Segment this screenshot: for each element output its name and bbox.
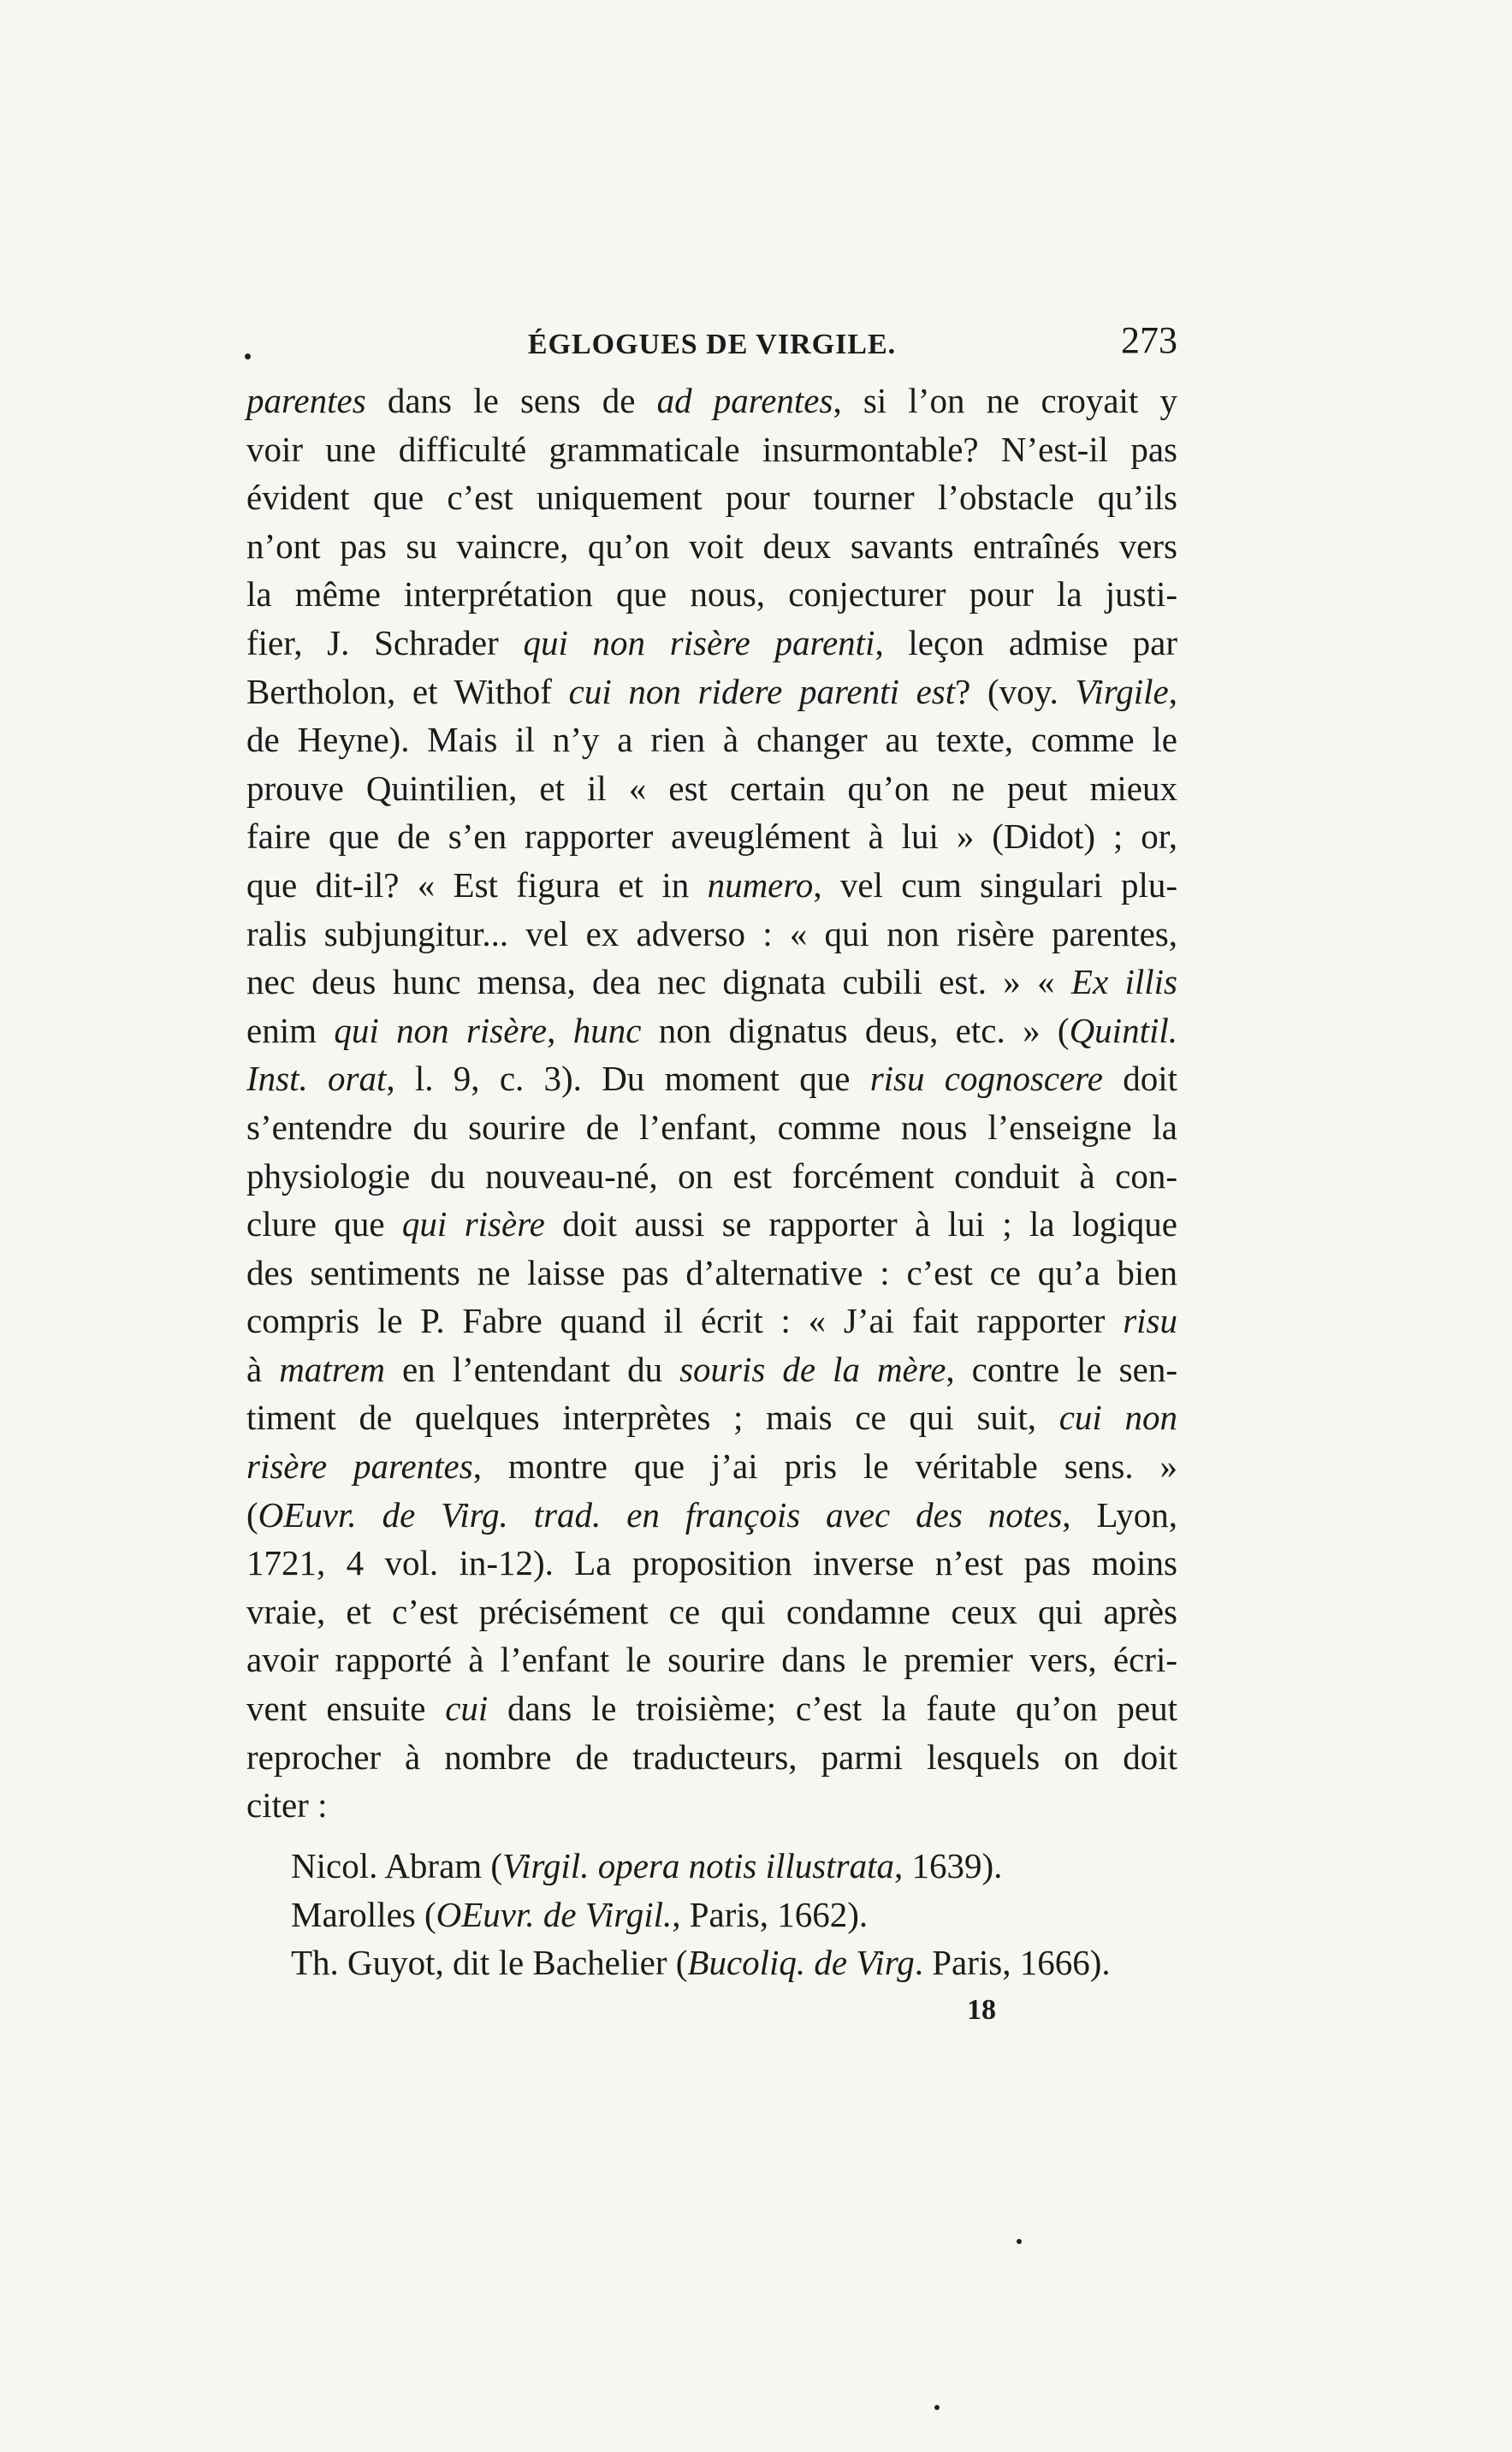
- text-run: , montre que j’ai pris le véritable sens. »: [472, 1446, 1177, 1487]
- text-line: [246, 1491, 1177, 1540]
- text-run: ,: [547, 1010, 573, 1050]
- scan-speck: [245, 353, 251, 359]
- text-run: prouve Quintilien, et il « est certain qu’on ne peut mieux: [246, 768, 1177, 808]
- text-line: [246, 377, 1177, 425]
- text-run: en l’entendant du: [384, 1349, 680, 1389]
- italic-text: cui: [445, 1689, 489, 1729]
- text-line: [246, 1152, 1177, 1201]
- text-line: [246, 1442, 1177, 1491]
- text-line: [246, 473, 1177, 522]
- text-run: des sentiments ne laisse pas d’alternative : c’est ce qu’a bien: [246, 1252, 1177, 1292]
- text-line: [246, 522, 1177, 571]
- italic-text: ad parentes: [656, 381, 833, 420]
- text-run: la même interprétation que nous, conjecturer pour la justi-: [246, 574, 1177, 614]
- text-run: ? (voy.: [955, 671, 1076, 711]
- text-run: doit: [1102, 1059, 1177, 1099]
- text-run: à: [246, 1349, 280, 1389]
- italic-text: qui non risère: [334, 1010, 548, 1050]
- text-run: évident que c’est uniquement pour tourner l’obstacle qu’ils: [246, 478, 1177, 518]
- text-line: [246, 1249, 1177, 1297]
- text-run: Bertholon, et Withof: [246, 671, 569, 711]
- italic-text: OEuvr. de Virgil.: [436, 1894, 673, 1934]
- text-line: [246, 1539, 1177, 1588]
- text-line: [246, 1393, 1177, 1442]
- text-run: ralis subjungitur... vel ex adverso : « qui non risère parentes,: [246, 913, 1177, 953]
- text-line: [246, 668, 1177, 716]
- text-run: ,: [1168, 671, 1177, 711]
- italic-text: cui non ridere parenti est: [568, 671, 956, 711]
- italic-text: risu: [1123, 1301, 1177, 1341]
- text-line: [246, 1733, 1177, 1782]
- scan-speck: [1017, 2239, 1022, 2244]
- italic-text: Virgile: [1075, 671, 1169, 711]
- text-run: timent de quelques interprètes ; mais ce qui suit,: [246, 1398, 1059, 1438]
- text-run: doit aussi se rapporter à lui ; la logique: [544, 1204, 1177, 1244]
- text-run: , 1639).: [893, 1846, 1003, 1885]
- text-run: enim: [246, 1010, 335, 1050]
- italic-text: Ex illis: [1070, 962, 1178, 1002]
- italic-text: qui risère: [401, 1204, 545, 1244]
- text-run: voir une difficulté grammaticale insurmontable? N’est-il pas: [246, 429, 1177, 469]
- text-run: , Lyon,: [1062, 1494, 1177, 1535]
- reference-list: [291, 1842, 1177, 1987]
- text-line: [246, 764, 1177, 813]
- text-run: nec deus hunc mensa, dea nec dignata cubili est. » «: [246, 962, 1071, 1002]
- text-run: vent ensuite: [246, 1689, 446, 1729]
- italic-text: risu cognoscere: [869, 1059, 1103, 1099]
- running-title: ÉGLOGUES DE VIRGILE.: [527, 329, 897, 360]
- italic-text: cui non: [1058, 1398, 1177, 1438]
- text-run: 1721, 4 vol. in-12). La proposition inverse n’est pas moins: [246, 1543, 1177, 1583]
- body-paragraph: [246, 377, 1177, 1830]
- text-line: [246, 1006, 1177, 1055]
- italic-text: numero: [707, 864, 814, 905]
- text-run: , Paris, 1662).: [672, 1894, 869, 1934]
- text-line: [246, 1636, 1177, 1684]
- text-line: [246, 1588, 1177, 1636]
- text-line: [246, 1103, 1177, 1152]
- italic-text: matrem: [279, 1349, 385, 1389]
- text-line: [246, 1684, 1177, 1733]
- text-run: (: [246, 1494, 258, 1535]
- text-line: [246, 812, 1177, 861]
- text-run: n’ont pas su vaincre, qu’on voit deux savants entraînés vers: [246, 525, 1177, 566]
- italic-text: qui non risère parenti: [523, 622, 875, 662]
- text-run: Nicol. Abram (: [291, 1846, 503, 1885]
- text-run: . Paris, 1666).: [914, 1943, 1111, 1983]
- reference-item: [291, 1842, 1177, 1891]
- text-run: compris le P. Fabre quand il écrit : « J’ai fait rapporter: [246, 1301, 1124, 1341]
- text-run: citer :: [246, 1785, 328, 1826]
- text-line: [246, 570, 1177, 619]
- scan-speck: [934, 2405, 940, 2410]
- text-run: s’entendre du sourire de l’enfant, comme nous l’enseigne la: [246, 1107, 1177, 1147]
- italic-text: risère parentes: [246, 1446, 473, 1487]
- text-run: , vel cum singulari plu-: [813, 864, 1178, 905]
- italic-text: souris de la mère: [679, 1349, 946, 1389]
- signature-mark: 18: [967, 1994, 996, 2026]
- italic-text: Virgil. opera notis illustrata: [502, 1846, 894, 1885]
- text-line: [246, 425, 1177, 474]
- reference-item: [291, 1891, 1177, 1939]
- italic-text: Inst. orat: [246, 1059, 387, 1099]
- text-line: [246, 958, 1177, 1006]
- text-run: , leçon admise par: [875, 622, 1177, 662]
- text-run: dans le sens de: [365, 381, 657, 420]
- running-header: [246, 318, 1177, 370]
- text-run: physiologie du nouveau-né, on est forcément conduit à con-: [246, 1155, 1177, 1196]
- text-line: [246, 1200, 1177, 1249]
- text-run: dans le troisième; c’est la faute qu’on peut: [488, 1689, 1177, 1729]
- text-run: fier, J. Schrader: [246, 622, 524, 662]
- text-line: [246, 1054, 1177, 1103]
- text-line: [246, 861, 1177, 910]
- text-run: faire que de s’en rapporter aveuglément à lui » (Didot) ; or,: [246, 816, 1177, 857]
- text-run: clure que: [246, 1204, 402, 1244]
- italic-text: Bucoliq. de Virg: [687, 1943, 915, 1983]
- text-run: non dignatus deus, etc. » (: [641, 1010, 1070, 1050]
- text-line: [246, 1781, 1177, 1830]
- italic-text: OEuvr. de Virg. trad. en françois avec des notes: [258, 1494, 1063, 1535]
- text-line: [246, 715, 1177, 764]
- reference-item: [291, 1938, 1177, 1987]
- text-line: [246, 1345, 1177, 1394]
- italic-text: parentes: [246, 381, 366, 420]
- text-run: Th. Guyot, dit le Bachelier (: [291, 1943, 688, 1983]
- text-line: [246, 1297, 1177, 1345]
- text-run: que dit-il? « Est figura et in: [246, 864, 708, 905]
- page-number: 273: [1121, 319, 1177, 361]
- text-run: vraie, et c’est précisément ce qui condamne ceux qui après: [246, 1591, 1177, 1631]
- text-run: , l. 9, c. 3). Du moment que: [386, 1059, 870, 1099]
- italic-text: hunc: [572, 1010, 642, 1050]
- text-line: [246, 619, 1177, 668]
- text-run: de Heyne). Mais il n’y a rien à changer au texte, comme le: [246, 720, 1177, 760]
- italic-text: Quintil.: [1069, 1010, 1178, 1050]
- text-run: avoir rapporté à l’enfant le sourire dans le premier vers, écri-: [246, 1640, 1177, 1680]
- text-run: , contre le sen-: [946, 1349, 1177, 1389]
- text-run: reprocher à nombre de traducteurs, parmi lesquels on doit: [246, 1737, 1177, 1777]
- text-run: Marolles (: [291, 1894, 436, 1934]
- text-run: , si l’on ne croyait y: [833, 381, 1177, 420]
- text-line: [246, 910, 1177, 959]
